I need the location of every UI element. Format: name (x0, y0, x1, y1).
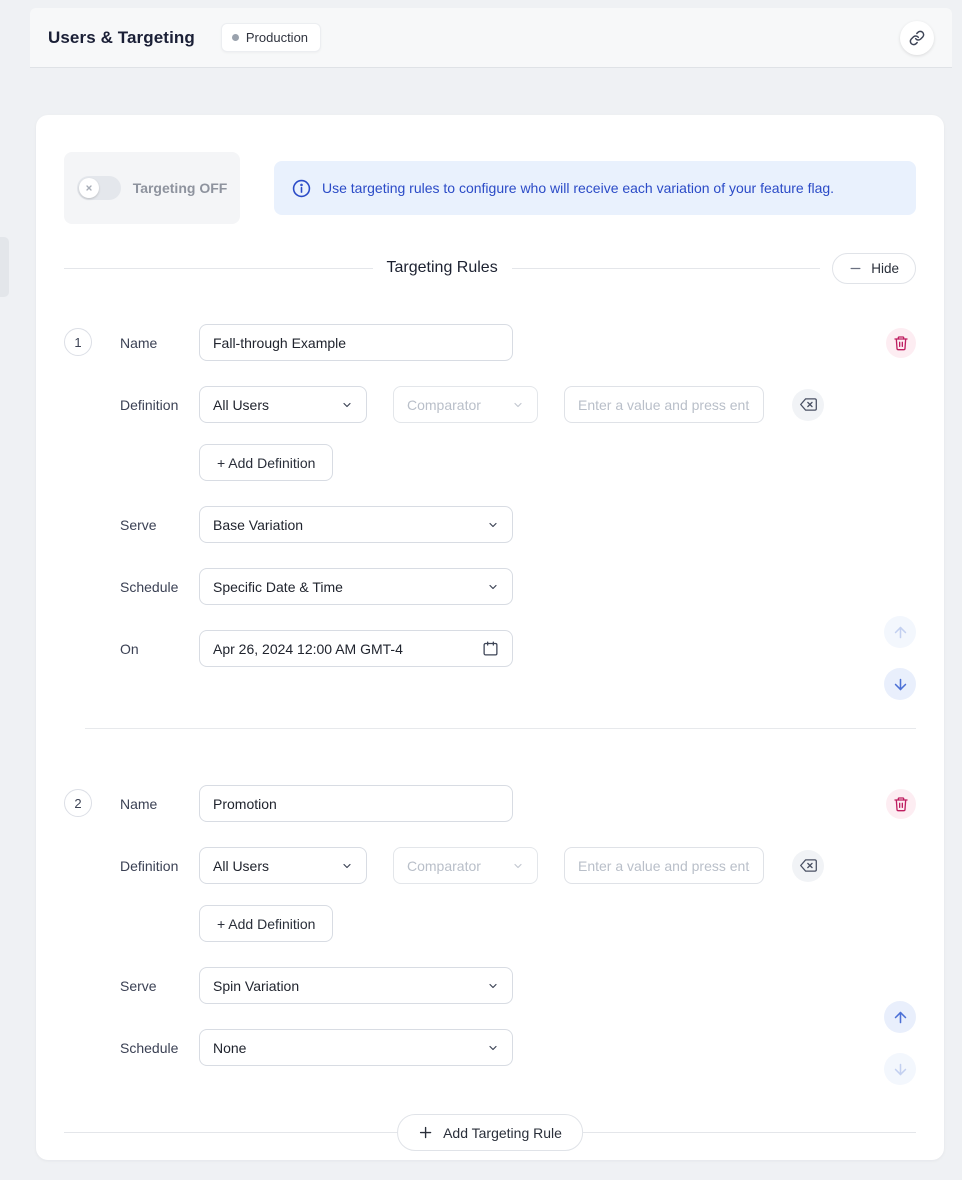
collapsed-side-handle[interactable] (0, 237, 9, 297)
audience-select[interactable] (199, 847, 367, 884)
schedule-label: Schedule (120, 578, 179, 595)
on-label: On (120, 640, 139, 657)
add-definition-row (120, 444, 872, 481)
serve-select[interactable] (199, 506, 513, 543)
targeting-toggle-card (64, 152, 240, 224)
rule-actions (884, 785, 916, 819)
rule-number-badge: 1 (64, 328, 92, 356)
serve-label: Serve (120, 516, 157, 533)
add-definition-row (120, 905, 872, 942)
chevron-down-icon (487, 980, 499, 992)
move-rule-down-button (884, 1053, 916, 1085)
copy-link-button[interactable] (900, 21, 934, 55)
definition-label: Definition (120, 857, 179, 874)
rule-number-badge: 2 (64, 789, 92, 817)
chevron-down-icon (512, 399, 524, 411)
rule-body (120, 324, 872, 692)
page-title: Users & Targeting (48, 27, 195, 47)
name-row (120, 785, 872, 822)
environment-badge[interactable] (221, 23, 321, 52)
environment-status-dot (232, 34, 239, 41)
serve-row (120, 967, 872, 1004)
serve-select[interactable] (199, 967, 513, 1004)
name-label: Name (120, 334, 158, 351)
serve-row (120, 506, 872, 543)
schedule-date-input[interactable] (199, 630, 513, 667)
name-label: Name (120, 795, 158, 812)
toggle-off-x-icon (85, 184, 93, 192)
backspace-icon (800, 396, 817, 413)
info-banner (274, 161, 916, 215)
schedule-select-value: None (213, 1039, 247, 1056)
chevron-down-icon (341, 399, 353, 411)
arrow-up-icon (892, 1009, 909, 1026)
rule-body (120, 785, 872, 1066)
targeting-rule-1 (64, 324, 916, 692)
targeting-card (36, 115, 944, 1160)
definition-value-input[interactable] (564, 847, 764, 884)
schedule-date-value: Apr 26, 2024 12:00 AM GMT-4 (213, 640, 403, 657)
definition-value-input[interactable] (564, 386, 764, 423)
arrow-down-icon (892, 1061, 909, 1078)
schedule-label: Schedule (120, 1039, 179, 1056)
arrow-down-icon (892, 676, 909, 693)
definition-row (120, 386, 872, 423)
section-title: Targeting Rules (386, 259, 498, 276)
targeting-toggle-switch[interactable] (77, 176, 121, 200)
rule-actions (884, 324, 916, 358)
definition-label: Definition (120, 396, 179, 413)
calendar-icon (482, 640, 499, 657)
divider-line (512, 268, 821, 269)
toggle-knob (79, 178, 99, 198)
environment-badge-label: Production (245, 30, 309, 45)
move-rule-up-button[interactable] (884, 1001, 916, 1033)
rule-divider (85, 728, 916, 729)
add-targeting-rule-button[interactable] (397, 1114, 583, 1151)
divider-line (64, 268, 373, 269)
link-icon (909, 30, 925, 46)
chevron-down-icon (341, 860, 353, 872)
rule-name-input[interactable] (199, 785, 513, 822)
audience-select-value: All Users (213, 857, 270, 874)
chevron-down-icon (487, 519, 499, 531)
trash-icon (893, 796, 909, 812)
delete-rule-button[interactable] (886, 789, 916, 819)
comparator-select[interactable] (393, 386, 538, 423)
targeting-toggle-label: Targeting OFF (132, 180, 228, 196)
trash-icon (893, 335, 909, 351)
add-targeting-rule-label: Add Targeting Rule (443, 1124, 562, 1141)
clear-definition-button[interactable] (792, 850, 824, 882)
targeting-rules-section-header (64, 252, 916, 284)
schedule-select[interactable] (199, 1029, 513, 1066)
plus-icon (418, 1125, 433, 1140)
delete-rule-button[interactable] (886, 328, 916, 358)
minus-icon (849, 262, 862, 275)
targeting-status-row (64, 152, 916, 224)
hide-button-label: Hide (871, 260, 899, 276)
page-header (30, 8, 952, 68)
schedule-select-value: Specific Date & Time (213, 578, 343, 595)
add-definition-button[interactable]: + Add Definition (199, 444, 333, 481)
add-rule-row (64, 1114, 916, 1151)
comparator-select-placeholder: Comparator (407, 857, 481, 874)
schedule-row (120, 1029, 872, 1066)
backspace-icon (800, 857, 817, 874)
comparator-select[interactable] (393, 847, 538, 884)
move-rule-down-button[interactable] (884, 668, 916, 700)
audience-select-value: All Users (213, 396, 270, 413)
definition-row (120, 847, 872, 884)
add-definition-button[interactable]: + Add Definition (199, 905, 333, 942)
info-icon (292, 179, 311, 198)
serve-select-value: Base Variation (213, 516, 304, 533)
arrow-up-icon (892, 624, 909, 641)
chevron-down-icon (487, 581, 499, 593)
serve-select-value: Spin Variation (213, 977, 300, 994)
info-banner-text: Use targeting rules to configure who will receive each variation of your feature flag. (322, 180, 835, 196)
targeting-rule-2 (64, 785, 916, 1066)
schedule-select[interactable] (199, 568, 513, 605)
schedule-row (120, 568, 872, 605)
move-rule-up-button (884, 616, 916, 648)
serve-label: Serve (120, 977, 157, 994)
chevron-down-icon (512, 860, 524, 872)
hide-rules-button[interactable] (832, 253, 916, 284)
comparator-select-placeholder: Comparator (407, 396, 481, 413)
clear-definition-button[interactable] (792, 389, 824, 421)
rule-name-input[interactable] (199, 324, 513, 361)
name-row (120, 324, 872, 361)
on-date-row (120, 630, 872, 667)
chevron-down-icon (487, 1042, 499, 1054)
audience-select[interactable] (199, 386, 367, 423)
